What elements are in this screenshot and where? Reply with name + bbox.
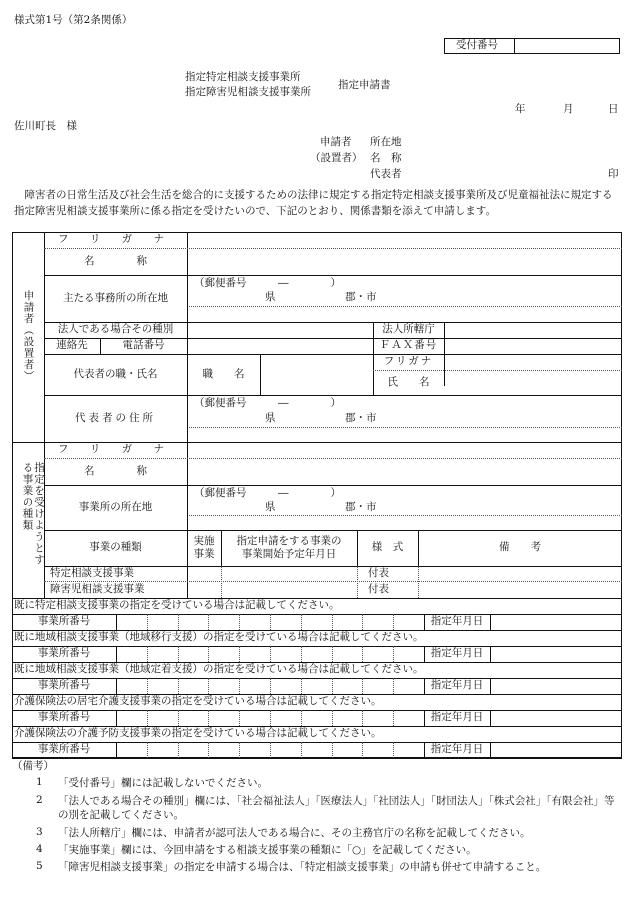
office-number-digit[interactable] (118, 744, 145, 756)
note-number: 3 (36, 826, 43, 838)
notes-title: （備考） (12, 760, 54, 772)
intro-paragraph: 障害者の日常生活及び社会生活を総合的に支援するための法律に規定する指定特定相談支援事業所及び児童福祉法に規定する指定障害児相談支援事業所に係る指定を受けたいので、下記のとおり、関係書類を添えて申請します。 (14, 189, 613, 218)
office-number-digit[interactable] (149, 680, 176, 692)
start-date-field-1[interactable] (223, 568, 355, 580)
office-number-digit[interactable] (210, 648, 237, 660)
business-name-label: 名 称 (84, 464, 147, 477)
office-number-digit[interactable] (179, 712, 206, 724)
corporation-type-label: 法人である場合その種別 (57, 323, 174, 336)
office-number-digit[interactable] (333, 680, 360, 692)
business-prefecture-label: 県 (265, 501, 276, 513)
designation-date-label: 指定年月日 (430, 743, 484, 756)
date-day: 日 (608, 103, 619, 115)
corporation-type-field[interactable] (189, 324, 371, 337)
office-number-digit[interactable] (179, 616, 206, 628)
position-label: 職 名 (202, 367, 245, 380)
applicant-furigana-field[interactable] (189, 234, 619, 247)
designation-date-field[interactable] (492, 712, 620, 724)
office-number-digit[interactable] (149, 648, 176, 660)
note-number: 1 (36, 776, 43, 788)
note-number: 5 (36, 860, 43, 872)
start-date-field-2[interactable] (223, 584, 355, 596)
phone-label: 電話番号 (122, 339, 165, 352)
business-city-label: 郡・市 (345, 501, 377, 513)
remarks-header: 備 考 (499, 541, 541, 554)
office-number-digit[interactable] (395, 744, 422, 756)
representative-label: 代表者 (370, 168, 402, 180)
phone-field[interactable] (189, 340, 371, 353)
prior-designation-heading: 既に地域相談支援事業（地域移行支援）の指定を受けている場合は記載してください。 (14, 631, 424, 643)
form-number: 様式第1号（第2条関係） (14, 14, 133, 26)
implement-header: 実施 事業 (193, 534, 215, 560)
establisher-label: （設置者） (310, 152, 363, 164)
office-number-digit[interactable] (333, 712, 360, 724)
prefecture-label: 県 (265, 291, 276, 303)
office-number-digit[interactable] (303, 616, 330, 628)
office-number-digit[interactable] (149, 712, 176, 724)
office-number-digit[interactable] (272, 680, 299, 692)
prior-designation-heading: 既に地域相談支援事業（地域定着支援）の指定を受けている場合は記載してください。 (14, 663, 424, 675)
rep-postal-code-line: （郵便番号 ― ） (194, 397, 341, 409)
note-text: 「障害児相談支援事業」の指定を申請する場合は、「特定相談支援事業」の申請も併せて申請すること。 (58, 861, 547, 873)
fax-label: ＦＡＸ番号 (379, 339, 438, 352)
designation-date-label: 指定年月日 (430, 615, 484, 628)
designation-date-field[interactable] (492, 648, 620, 660)
date-month: 月 (563, 103, 574, 115)
office-number-digit[interactable] (395, 648, 422, 660)
attached-form-1: 付表 (368, 567, 389, 579)
designation-date-field[interactable] (492, 616, 620, 628)
designation-date-label: 指定年月日 (430, 711, 484, 724)
contact-label: 連絡先 (56, 339, 88, 352)
city-label: 郡・市 (345, 291, 377, 303)
office-number-digit[interactable] (303, 648, 330, 660)
prior-designation-heading: 既に特定相談支援事業の指定を受けている場合は記載してください。 (14, 599, 340, 611)
office-number-digit[interactable] (272, 744, 299, 756)
form-header: 様 式 (371, 541, 404, 554)
rep-furigana-field[interactable] (446, 356, 620, 369)
name-label: 名 称 (370, 152, 402, 164)
note-text: 「法人である場合その種別」欄には、「社会福祉法人」「医療法人」「社団法人」「財団法人」「株式会社」「有限会社」等の別を記載してください。 (58, 795, 615, 822)
designation-date-field[interactable] (492, 744, 620, 756)
office-number-digit[interactable] (364, 744, 391, 756)
office-number-digit[interactable] (241, 744, 268, 756)
representative-address-label: 代表者の住所 (75, 411, 156, 424)
implement-check-2[interactable] (189, 584, 219, 596)
rep-name-field[interactable] (446, 372, 620, 393)
office-number-digit[interactable] (364, 616, 391, 628)
implement-check-1[interactable] (189, 568, 219, 580)
business-furigana-label: フ リ ガ ナ (57, 443, 173, 456)
office-number-digit[interactable] (333, 616, 360, 628)
office-number-digit[interactable] (210, 712, 237, 724)
remarks-field-2[interactable] (420, 584, 620, 596)
attached-form-2: 付表 (368, 583, 389, 595)
furigana-label: フ リ ガ ナ (57, 233, 173, 246)
fax-field[interactable] (446, 340, 620, 353)
receipt-number-label: 受付番号 (456, 39, 498, 51)
business-type-header: 事業の種類 (89, 541, 142, 554)
office-number-digit[interactable] (395, 680, 422, 692)
office-number-digit[interactable] (149, 616, 176, 628)
office-number-digit[interactable] (364, 680, 391, 692)
business-postal-code-line: （郵便番号 ― ） (194, 487, 341, 499)
title-suffix: 指定申請書 (338, 79, 391, 91)
business-furigana-field[interactable] (189, 444, 619, 457)
start-date-header: 指定申請をする事業の 事業開始予定年月日 (236, 534, 342, 560)
applicant-name-field[interactable] (189, 250, 619, 274)
corporation-authority-field[interactable] (446, 324, 620, 337)
rep-prefecture-label: 県 (265, 412, 276, 424)
office-number-digit[interactable] (210, 744, 237, 756)
office-number-digit[interactable] (364, 648, 391, 660)
note-text: 「受付番号」欄には記載しないでください。 (58, 777, 268, 789)
office-number-digit[interactable] (179, 744, 206, 756)
office-number-label: 事業所番号 (37, 647, 91, 660)
office-number-digit[interactable] (241, 712, 268, 724)
office-number-digit[interactable] (395, 712, 422, 724)
addressee: 佐川町長 様 (14, 120, 77, 132)
office-number-digit[interactable] (241, 648, 268, 660)
office-number-digit[interactable] (333, 648, 360, 660)
office-number-label: 事業所番号 (37, 615, 91, 628)
representative-title-name-label: 代表者の職・氏名 (73, 367, 158, 380)
office-number-digit[interactable] (272, 648, 299, 660)
office-number-digit[interactable] (395, 616, 422, 628)
office-number-label: 事業所番号 (37, 743, 91, 756)
office-number-digit[interactable] (210, 616, 237, 628)
office-number-digit[interactable] (303, 712, 330, 724)
office-number-digit[interactable] (118, 648, 145, 660)
business-section-label: 指定を受けようとする事業の種類 (21, 462, 45, 566)
business-type-specific: 特定相談支援事業 (50, 567, 134, 579)
office-number-digit[interactable] (272, 616, 299, 628)
office-number-digit[interactable] (118, 712, 145, 724)
seal-mark: 印 (608, 168, 619, 180)
office-number-digit[interactable] (179, 648, 206, 660)
prior-designation-heading: 介護保険法の居宅介護支援事業の指定を受けている場合は記載してください。 (14, 695, 382, 707)
office-number-digit[interactable] (241, 616, 268, 628)
prior-designation-heading: 介護保険法の介護予防支援事業の指定を受けている場合は記載してください。 (14, 727, 382, 739)
office-number-digit[interactable] (118, 680, 145, 692)
corporation-authority-label: 法人所轄庁 (382, 323, 435, 336)
note-text: 「実施事業」欄には、今回申請をする相談支援事業の種類に「○」を記載してください。 (58, 844, 477, 856)
address-label: 所在地 (370, 136, 402, 148)
note-number: 4 (36, 843, 43, 855)
name-row-label: 名 称 (84, 254, 147, 267)
office-number-label: 事業所番号 (37, 711, 91, 724)
office-number-digit[interactable] (179, 680, 206, 692)
full-name-label: 氏 名 (387, 375, 430, 388)
note-number: 2 (36, 794, 43, 806)
title-line2: 指定障害児相談支援事業所 (185, 86, 311, 98)
business-type-child: 障害児相談支援事業 (50, 583, 145, 595)
office-number-digit[interactable] (303, 680, 330, 692)
office-number-digit[interactable] (303, 744, 330, 756)
designation-date-label: 指定年月日 (430, 679, 484, 692)
furigana-short-label: フリガナ (383, 355, 434, 368)
office-number-digit[interactable] (272, 712, 299, 724)
applicant-section-label: 申請者（設置者） (22, 290, 35, 382)
note-text: 「法人所轄庁」欄には、申請者が認可法人である場合に、その主務官庁の名称を記載してください。 (58, 827, 531, 839)
designation-date-field[interactable] (492, 680, 620, 692)
title-line1: 指定特定相談支援事業所 (185, 71, 301, 83)
business-name-field[interactable] (189, 460, 619, 484)
rep-city-label: 郡・市 (345, 412, 377, 424)
office-number-digit[interactable] (118, 616, 145, 628)
receipt-number-field[interactable] (517, 39, 617, 53)
office-number-digit[interactable] (333, 744, 360, 756)
remarks-field-1[interactable] (420, 568, 620, 580)
position-field[interactable] (262, 356, 371, 393)
applicant-label: 申請者 (320, 136, 352, 148)
office-number-digit[interactable] (149, 744, 176, 756)
office-number-digit[interactable] (210, 680, 237, 692)
designation-date-label: 指定年月日 (430, 647, 484, 660)
postal-code-line: （郵便番号 ― ） (194, 277, 341, 289)
office-number-digit[interactable] (241, 680, 268, 692)
office-number-label: 事業所番号 (37, 679, 91, 692)
business-address-label: 事業所の所在地 (78, 500, 153, 513)
date-year: 年 (515, 103, 526, 115)
main-office-address-label: 主たる事務所の所在地 (63, 291, 168, 304)
office-number-digit[interactable] (364, 712, 391, 724)
